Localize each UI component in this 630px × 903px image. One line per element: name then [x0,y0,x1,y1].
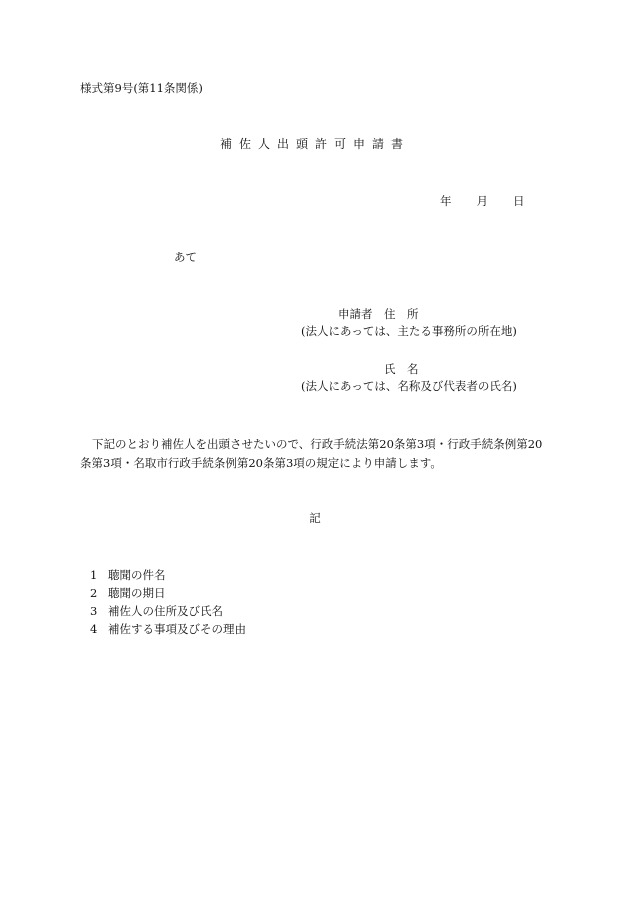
item-list [90,566,246,638]
item-number: 1 [90,568,98,582]
applicant-address-label: 申請者 住 所 [338,307,419,321]
item-label: 聴聞の期日 [108,586,166,600]
item-number: 4 [90,622,98,636]
document-title: 補佐人出頭許可申請書 [219,137,410,151]
body-paragraph: 下記のとおり補佐人を出頭させたいので、行政手続法第20条第3項・行政手続条例第20条第3項・名取市行政手続条例第20条第3項の規定により申請します。 [80,437,543,470]
form-number: 様式第9号(第11条関係) [80,81,203,95]
list-item [90,584,246,602]
applicant-name-label: 氏 名 [384,362,419,376]
item-number: 2 [90,586,98,600]
item-number: 3 [90,604,98,618]
item-label: 補佐人の住所及び氏名 [108,604,223,618]
date-year: 年 [440,194,452,208]
applicant-address-note: (法人にあっては、主たる事務所の所在地) [301,324,517,338]
addressee: あて [174,250,197,264]
date-day: 日 [513,194,525,208]
list-item [90,620,246,638]
list-item [90,566,246,584]
item-label: 補佐する事項及びその理由 [108,622,246,636]
list-item [90,602,246,620]
date-month: 月 [476,194,488,208]
date-line [440,193,525,209]
ki-heading: 記 [309,511,321,525]
item-label: 聴聞の件名 [108,568,166,582]
applicant-name-note: (法人にあっては、名称及び代表者の氏名) [301,379,517,393]
